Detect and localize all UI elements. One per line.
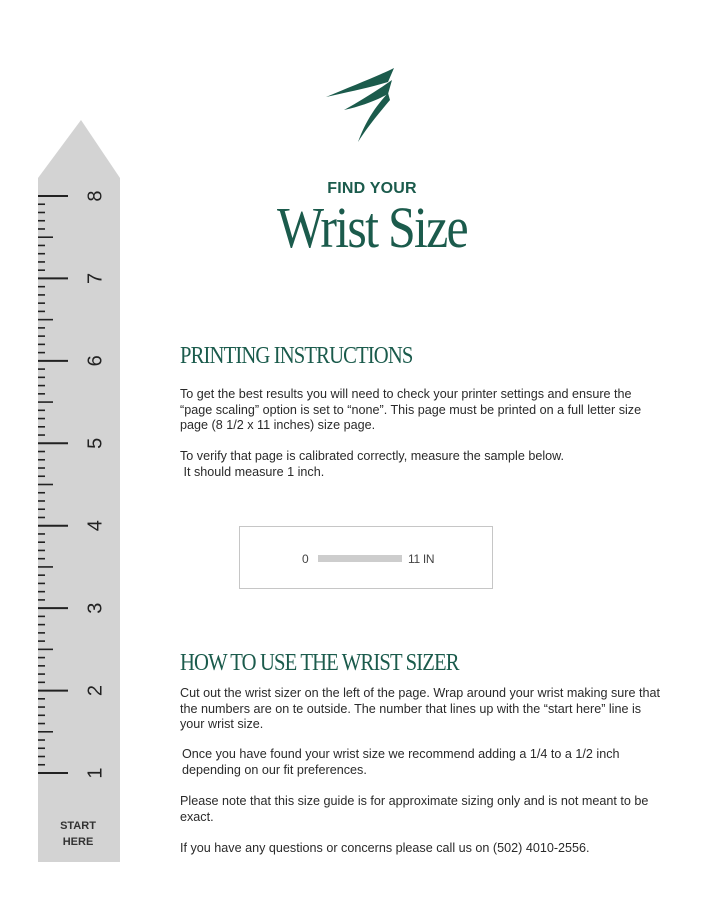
brand-logo-icon xyxy=(322,66,398,146)
calibration-instruction-line1: To verify that page is calibrated correctly, measure the sample below. xyxy=(180,449,565,463)
start-label-line2: HERE xyxy=(62,836,94,848)
eyebrow-text: FIND YOUR xyxy=(327,180,417,197)
howto-paragraph-2: Once you have found your wrist size we recommend adding a 1/4 to a 1/2 inch depending on our fit preferences. xyxy=(182,747,620,777)
howto-paragraph-1: Cut out the wrist sizer on the left of the page. Wrap around your wrist making sure that the numbers are on te outside. The number that lines up with the “start here” line is your wrist size. xyxy=(180,686,660,732)
ruler-number-2: 2 xyxy=(84,685,107,697)
calibration-bar xyxy=(318,555,402,562)
printing-paragraph: To get the best results you will need to check your printer settings and ensure the “page scaling” option is set to “none”. This page must be printed on a full letter size page (8 1/2 x 11 inches) size page. xyxy=(180,387,642,433)
calibration-start-label: 0 xyxy=(302,552,309,566)
calibration-instruction xyxy=(180,449,660,480)
page-title: Wrist Size xyxy=(277,195,467,260)
printing-instructions-heading: PRINTING INSTRUCTIONS xyxy=(180,343,413,369)
ruler-body xyxy=(38,120,120,862)
calibration-instruction-line2: It should measure 1 inch. xyxy=(180,464,325,479)
ruler-number-7: 7 xyxy=(84,272,107,284)
calibration-sample-box xyxy=(239,526,493,589)
start-label-line1: START xyxy=(60,820,96,832)
howto-paragraph-4: If you have any questions or concerns please call us on (502) 4010-2556. xyxy=(180,841,590,855)
calibration-end-label: 11 IN xyxy=(408,552,435,566)
howto-paragraph-3: Please note that this size guide is for approximate sizing only and is not meant to be exact. xyxy=(180,794,649,824)
ruler-number-6: 6 xyxy=(84,355,107,367)
ruler-number-8: 8 xyxy=(84,190,107,202)
wrist-sizer-ruler[interactable] xyxy=(36,118,122,864)
ruler-number-3: 3 xyxy=(84,602,107,614)
ruler-number-1: 1 xyxy=(84,767,107,779)
ruler-number-5: 5 xyxy=(84,437,107,449)
ruler-number-4: 4 xyxy=(84,520,107,532)
how-to-use-heading: HOW TO USE THE WRIST SIZER xyxy=(180,650,459,676)
